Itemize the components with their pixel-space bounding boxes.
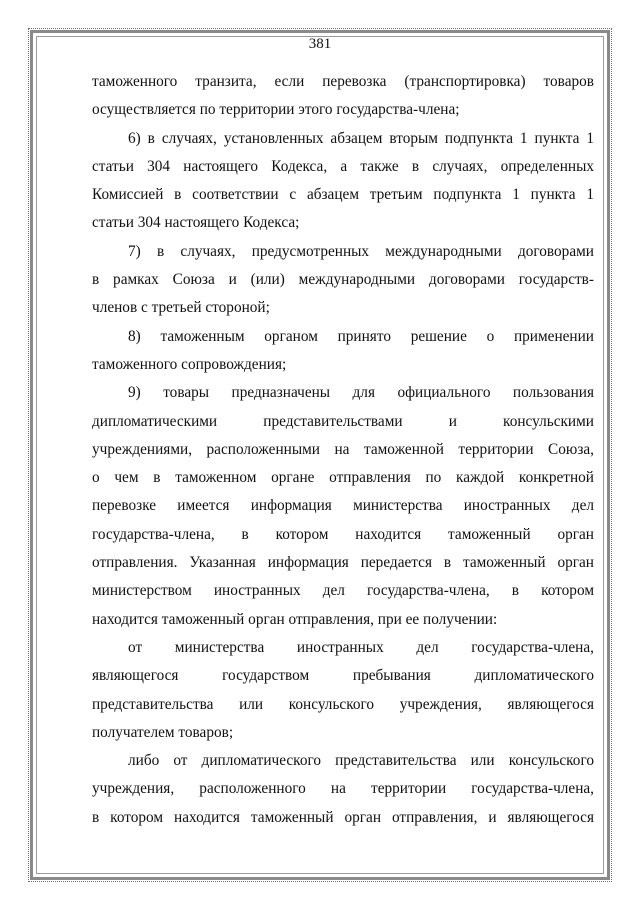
text-line: о чем в таможенном органе отправления по каждой конкретной [92, 469, 594, 487]
text-line: государства-члена, в котором находится таможенный орган [92, 525, 594, 543]
text-line: таможенного транзита, если перевозка (транспортировка) товаров [92, 73, 594, 90]
text-line: 8) таможенным органом принято решение о применении [128, 327, 594, 345]
text-line: членов с третьей стороной; [92, 299, 270, 317]
text-line: от министерства иностранных дел государства-члена, [128, 638, 594, 656]
document-body [92, 68, 594, 832]
text-line: находится таможенный орган отправления, при ее получении: [92, 610, 498, 628]
text-line: учреждениями, расположенными на таможенной территории Союза, [92, 440, 594, 458]
text-line: 6) в случаях, установленных абзацем вторым подпункта 1 пункта 1 [128, 129, 594, 147]
text-line: являющегося государством пребывания дипломатического [92, 667, 594, 685]
text-line: учреждения, расположенного на территории государства-члена, [92, 780, 594, 798]
text-line: 9) товары предназначены для официального пользования [128, 384, 594, 402]
text-line: отправления. Указанная информация передается в таможенный орган [92, 554, 594, 572]
text-line: представительства или консульского учреждения, являющегося [92, 695, 594, 713]
text-line: министерством иностранных дел государства-члена, в котором [92, 582, 594, 600]
text-line: дипломатическими представительствами и консульскими [92, 412, 594, 430]
text-line: либо от дипломатического представительства или консульского [128, 752, 594, 770]
text-line: в котором находится таможенный орган отправления, и являющегося [92, 808, 594, 826]
text-line: осуществляется по территории этого государства-члена; [92, 101, 460, 119]
page-number: 381 [308, 36, 332, 52]
text-line: статьи 304 настоящего Кодекса, а также в случаях, определенных [92, 157, 594, 175]
text-line: статьи 304 настоящего Кодекса; [92, 214, 300, 232]
text-line: таможенного сопровождения; [92, 355, 287, 373]
text-line: 7) в случаях, предусмотренных международными договорами [128, 242, 594, 260]
text-line: получателем товаров; [92, 723, 234, 741]
text-line: в рамках Союза и (или) международными договорами государств- [92, 271, 594, 289]
text-line: перевозке имеется информация министерства иностранных дел [92, 497, 594, 515]
text-line: Комиссией в соответствии с абзацем третьим подпункта 1 пункта 1 [92, 186, 594, 204]
